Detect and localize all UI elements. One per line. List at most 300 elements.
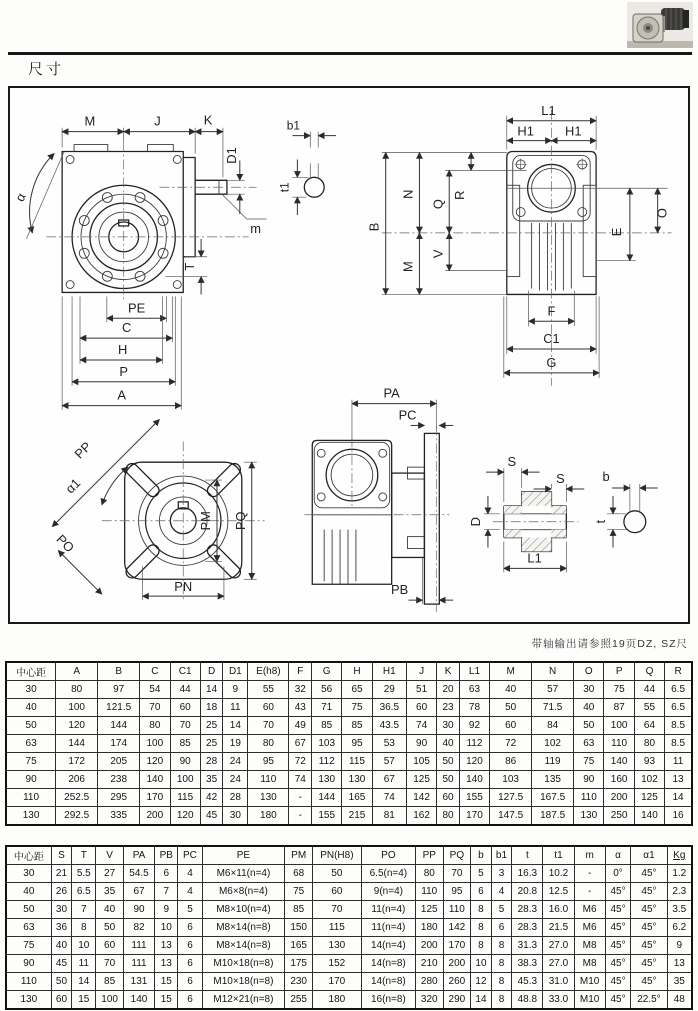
cell: 50 [312, 865, 361, 883]
dim-label-C1: C1 [543, 331, 560, 347]
cell: 165 [342, 789, 372, 807]
cell: 11 [223, 699, 248, 717]
cell: 31.3 [512, 937, 543, 955]
header-row [6, 846, 692, 865]
column-header: PP [415, 846, 443, 865]
cell: 28.3 [512, 901, 543, 919]
cell: 23 [437, 699, 460, 717]
cell: 26 [51, 883, 72, 901]
dim-label-H1: H1 [517, 123, 534, 139]
cell: 71.5 [532, 699, 574, 717]
cell: 6.2 [667, 919, 692, 937]
cell: 43 [289, 699, 312, 717]
column-header: t1 [543, 846, 574, 865]
cell: 48 [667, 991, 692, 1010]
table-row [6, 919, 692, 937]
dim-label-PQ: PQ [232, 511, 248, 531]
cell: 16(n=8) [361, 991, 415, 1010]
cell: 80 [56, 681, 98, 699]
cell: 110 [443, 901, 471, 919]
cell: 50 [437, 753, 460, 771]
cell: 127.5 [490, 789, 532, 807]
cell: 102 [634, 771, 664, 789]
column-header: t [512, 846, 543, 865]
cell: 162 [406, 807, 436, 826]
cell: M6×11(n=4) [202, 865, 285, 883]
cell: 200 [604, 789, 634, 807]
cell: 8 [491, 973, 512, 991]
cell: 335 [98, 807, 140, 826]
cell: 14(n=8) [361, 973, 415, 991]
cell: 31.0 [543, 973, 574, 991]
page-title: 尺寸 [28, 61, 65, 78]
output-flange-view [52, 419, 264, 600]
cell: 45° [605, 991, 631, 1010]
cell: 14 [223, 717, 248, 735]
cell: 152 [312, 955, 361, 973]
cell: 115 [312, 919, 361, 937]
cell: 13 [667, 955, 692, 973]
front-view [12, 113, 336, 410]
table-row [6, 973, 692, 991]
side-view [304, 386, 453, 612]
cell: 33.0 [543, 991, 574, 1010]
cell: 125 [406, 771, 436, 789]
dim-label-G: G [546, 354, 557, 370]
dim-label-b: b [602, 469, 610, 485]
cell: 24 [223, 753, 248, 771]
column-header: D1 [223, 662, 248, 681]
cell: 22.5° [631, 991, 667, 1010]
cell: 260 [443, 973, 471, 991]
hollow-shaft-detail [468, 454, 658, 572]
dim-label-V: V [430, 249, 446, 259]
dim-label-O: O [654, 208, 670, 219]
cell: 75 [342, 699, 372, 717]
cell: 13 [155, 955, 178, 973]
dim-label-H1: H1 [565, 123, 582, 139]
cell: 21.5 [543, 919, 574, 937]
dim-label-Q: Q [430, 199, 446, 210]
cell: M8×10(n=4) [202, 901, 285, 919]
cell: 142 [443, 919, 471, 937]
cell: 8 [491, 991, 512, 1010]
table-row [6, 865, 692, 883]
column-header: P [604, 662, 634, 681]
cell: 12 [471, 973, 492, 991]
product-photo [627, 2, 693, 48]
column-header: m [574, 846, 605, 865]
cell: 140 [123, 991, 154, 1010]
cell: 45° [631, 883, 667, 901]
cell: 75 [574, 753, 604, 771]
cell: 320 [415, 991, 443, 1010]
cell: 252.5 [56, 789, 98, 807]
cell: 142 [406, 789, 436, 807]
table-row [6, 717, 692, 735]
dim-label-PM: PM [198, 511, 214, 531]
cell: 110 [6, 789, 56, 807]
cell: 250 [604, 807, 634, 826]
column-header: PO [361, 846, 415, 865]
dim-label-PN: PN [174, 579, 193, 595]
cell: 45° [631, 901, 667, 919]
cell: 51 [406, 681, 436, 699]
cell: 115 [342, 753, 372, 771]
cell: 8 [72, 919, 96, 937]
cell: 82 [123, 919, 154, 937]
cell: 45° [631, 919, 667, 937]
cell: 170 [459, 807, 489, 826]
column-header: PC [178, 846, 202, 865]
cell: 230 [285, 973, 313, 991]
cell: 14 [200, 681, 223, 699]
dim-label-PP: PP [71, 438, 95, 462]
cell: 28 [200, 753, 223, 771]
cell: 45° [631, 955, 667, 973]
cell: 121.5 [98, 699, 140, 717]
cell: 165 [285, 937, 313, 955]
cell: 112 [312, 753, 342, 771]
cell: 45 [200, 807, 223, 826]
cell: 6 [178, 955, 202, 973]
cell: 85 [170, 735, 200, 753]
cell: 11 [72, 955, 96, 973]
cell: 80 [415, 865, 443, 883]
cell: 71 [312, 699, 342, 717]
cell: 35 [667, 973, 692, 991]
cell: 7 [155, 883, 178, 901]
dim-label-E: E [608, 227, 624, 237]
cell: 20 [437, 681, 460, 699]
cell: 1.2 [667, 865, 692, 883]
cell: 80 [248, 735, 289, 753]
dim-label-P: P [119, 363, 128, 379]
column-header: B [98, 662, 140, 681]
cell: 45° [605, 955, 631, 973]
cell: 10 [72, 937, 96, 955]
cell: 78 [459, 699, 489, 717]
cell: 6 [178, 937, 202, 955]
cell: 5.5 [72, 865, 96, 883]
cell: 255 [285, 991, 313, 1010]
cell: 81 [372, 807, 406, 826]
cell: 90 [170, 753, 200, 771]
cell: M6 [574, 919, 605, 937]
cell: 8 [471, 901, 492, 919]
cell: 175 [285, 955, 313, 973]
cell: 9 [667, 937, 692, 955]
dim-label-PC: PC [398, 407, 417, 423]
cell: 55 [248, 681, 289, 699]
cell: 90 [6, 955, 51, 973]
cell: 111 [123, 937, 154, 955]
cell: 215 [342, 807, 372, 826]
cell: 75 [6, 937, 51, 955]
cell: 40 [490, 681, 532, 699]
cell: 36.5 [372, 699, 406, 717]
column-header: H1 [372, 662, 406, 681]
cell: 72 [490, 735, 532, 753]
dim-label-F: F [547, 303, 556, 319]
cell: 85 [285, 901, 313, 919]
cell: 35 [96, 883, 124, 901]
worm-gearmotor-photo [627, 2, 693, 48]
cell: 45° [631, 973, 667, 991]
column-header: α [605, 846, 631, 865]
cell: 205 [98, 753, 140, 771]
dim-label-D: D [467, 517, 483, 527]
cell: 87 [604, 699, 634, 717]
cell: 15 [155, 973, 178, 991]
column-header: O [574, 662, 604, 681]
cell: 95 [248, 753, 289, 771]
column-header: Q [634, 662, 664, 681]
column-header: PQ [443, 846, 471, 865]
cell: 70 [312, 901, 361, 919]
cell: 48.8 [512, 991, 543, 1010]
cell: 167.5 [532, 789, 574, 807]
cell: 57 [372, 753, 406, 771]
cell: 27.0 [543, 955, 574, 973]
cell: 30 [574, 681, 604, 699]
cell: 140 [634, 807, 664, 826]
cell: 30 [6, 865, 51, 883]
table-row [6, 699, 692, 717]
cell: M10 [574, 991, 605, 1010]
cell: 40 [6, 883, 51, 901]
cell: M8 [574, 937, 605, 955]
cell: 80 [634, 735, 664, 753]
cell: 90 [406, 735, 436, 753]
cell: 140 [604, 753, 634, 771]
cell: 102 [532, 735, 574, 753]
cell: 105 [406, 753, 436, 771]
cell: 70 [96, 955, 124, 973]
cell: 38.3 [512, 955, 543, 973]
cell: 15 [72, 991, 96, 1010]
cell: 85 [342, 717, 372, 735]
dim-label-M: M [400, 261, 416, 273]
table-row [6, 681, 692, 699]
cell: M12×21(n=8) [202, 991, 285, 1010]
cell: 86 [490, 753, 532, 771]
cell: 45.3 [512, 973, 543, 991]
column-header: 中心距 [6, 846, 51, 865]
cell: M8×14(n=8) [202, 919, 285, 937]
cell: 24 [223, 771, 248, 789]
cell: 60 [248, 699, 289, 717]
cell: 6 [155, 865, 178, 883]
cell: 95 [443, 883, 471, 901]
cell: 45° [605, 937, 631, 955]
cell: 95 [342, 735, 372, 753]
dim-label-M: M [84, 113, 96, 129]
cell: 14(n=4) [361, 937, 415, 955]
cell: 0° [605, 865, 631, 883]
cell: - [574, 865, 605, 883]
cell: 8.5 [665, 717, 692, 735]
cell: 110 [574, 789, 604, 807]
cell: 19 [223, 735, 248, 753]
top-rule [8, 52, 692, 55]
cell: 6 [471, 883, 492, 901]
dim-label-L1: L1 [541, 102, 556, 118]
cell: 130 [312, 771, 342, 789]
column-header: F [289, 662, 312, 681]
cell: 10 [155, 919, 178, 937]
cell: 45° [631, 937, 667, 955]
cell: 70 [248, 717, 289, 735]
cell: 44 [170, 681, 200, 699]
cell: 63 [574, 735, 604, 753]
cell: 30 [437, 717, 460, 735]
dim-label-alpha1: α1 [62, 475, 84, 497]
cell: 29 [372, 681, 406, 699]
column-header: C [140, 662, 170, 681]
cell: 42 [200, 789, 223, 807]
dim-label-PO: PO [53, 531, 78, 556]
dim-label-N: N [400, 189, 416, 199]
cell: 100 [604, 717, 634, 735]
cell: M6 [574, 901, 605, 919]
cell: 6.5 [665, 681, 692, 699]
cell: 292.5 [56, 807, 98, 826]
cell: 3 [491, 865, 512, 883]
cell: 63 [459, 681, 489, 699]
cell: 67 [289, 735, 312, 753]
cell: 90 [123, 901, 154, 919]
dim-label-alpha: α [11, 190, 29, 204]
column-header: PA [123, 846, 154, 865]
cell: 54 [140, 681, 170, 699]
cell: 30 [6, 681, 56, 699]
cell: 45 [51, 955, 72, 973]
cell: 170 [312, 973, 361, 991]
cell: 36 [51, 919, 72, 937]
column-header: A [56, 662, 98, 681]
cell: 84 [532, 717, 574, 735]
cell: 11(n=4) [361, 901, 415, 919]
dim-label-S: S [507, 454, 517, 470]
cell: 4 [491, 883, 512, 901]
cell: 60 [312, 883, 361, 901]
cell: 72 [289, 753, 312, 771]
cell: 111 [123, 955, 154, 973]
cell: 130 [6, 991, 51, 1010]
cell: 53 [372, 735, 406, 753]
cell: 3.5 [667, 901, 692, 919]
dim-label-D1: D1 [223, 147, 239, 164]
cell: 7 [72, 901, 96, 919]
cell: 110 [415, 883, 443, 901]
dim-label-K: K [203, 112, 213, 128]
cell: 6 [178, 919, 202, 937]
cell: 140 [459, 771, 489, 789]
cell: 155 [459, 789, 489, 807]
top-view [367, 103, 672, 386]
cell: 45° [631, 865, 667, 883]
dim-label-PA: PA [383, 385, 400, 401]
column-header: V [96, 846, 124, 865]
cell: 68 [285, 865, 313, 883]
cell: 85 [312, 717, 342, 735]
cell: 63 [6, 735, 56, 753]
cell: 60 [51, 991, 72, 1010]
cell: 210 [415, 955, 443, 973]
cell: 16.3 [512, 865, 543, 883]
cell: M6×8(n=4) [202, 883, 285, 901]
cell: 40 [51, 937, 72, 955]
header-row [6, 662, 692, 681]
table-row [6, 753, 692, 771]
cell: 85 [96, 973, 124, 991]
column-header: D [200, 662, 223, 681]
table-row [6, 955, 692, 973]
cell: M8×14(n=8) [202, 937, 285, 955]
cell: 120 [170, 807, 200, 826]
cell: 170 [443, 937, 471, 955]
cell: 110 [248, 771, 289, 789]
cell: 180 [248, 807, 289, 826]
cell: 4 [178, 865, 202, 883]
cell: 27 [96, 865, 124, 883]
cell: 14 [471, 991, 492, 1010]
cell: 63 [6, 919, 51, 937]
cell: 115 [170, 789, 200, 807]
cell: 57 [532, 681, 574, 699]
cell: 16.0 [543, 901, 574, 919]
cell: 120 [56, 717, 98, 735]
cell: 9 [155, 901, 178, 919]
cell: 40 [96, 901, 124, 919]
cell: 50 [51, 973, 72, 991]
cell: 55 [634, 699, 664, 717]
cell: 28.3 [512, 919, 543, 937]
cell: 6 [178, 991, 202, 1010]
cell: 110 [6, 973, 51, 991]
cell: 280 [415, 973, 443, 991]
cell: 103 [312, 735, 342, 753]
cell: 16 [665, 807, 692, 826]
cell: 290 [443, 991, 471, 1010]
column-header: N [532, 662, 574, 681]
dim-label-m: m [250, 220, 262, 236]
column-header: PB [155, 846, 178, 865]
column-header: PM [285, 846, 313, 865]
cell: 50 [490, 699, 532, 717]
column-header: PE [202, 846, 285, 865]
cell: 8 [471, 919, 492, 937]
table-row [6, 991, 692, 1010]
cell: 70 [170, 717, 200, 735]
column-header: Kg [667, 846, 692, 865]
cell: 12.5 [543, 883, 574, 901]
cell: 125 [634, 789, 664, 807]
cell: 67 [372, 771, 406, 789]
cell: 103 [490, 771, 532, 789]
dim-label-A: A [117, 387, 127, 403]
table-row [6, 789, 692, 807]
cell: 45° [605, 919, 631, 937]
table-row [6, 937, 692, 955]
cell: 28 [223, 789, 248, 807]
cell: 65 [342, 681, 372, 699]
cell: 6 [491, 919, 512, 937]
cell: 200 [140, 807, 170, 826]
cell: 60 [406, 699, 436, 717]
column-header: S [51, 846, 72, 865]
